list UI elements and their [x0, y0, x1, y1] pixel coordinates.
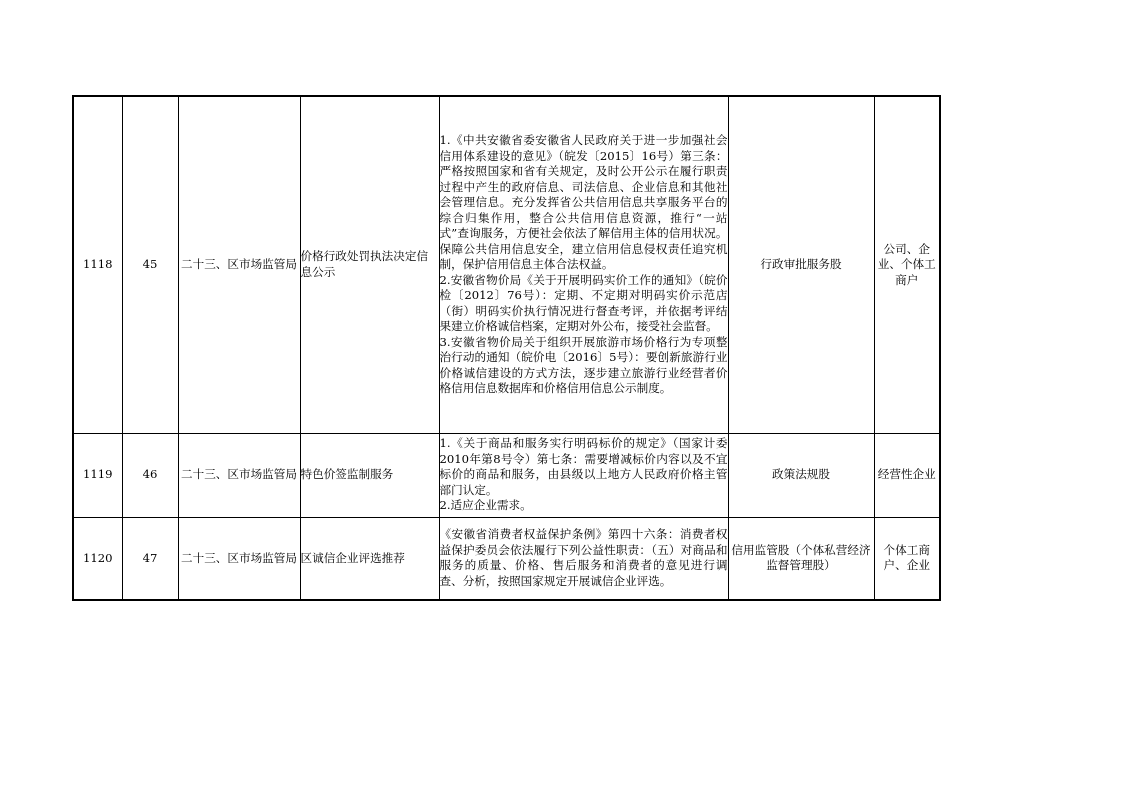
unit-cell: 政策法规股	[728, 433, 874, 517]
department-cell: 二十三、区市场监管局	[178, 517, 300, 600]
item-cell: 特色价签监制服务	[300, 433, 439, 517]
basis-paragraph: 1.《关于商品和服务实行明码标价的规定》（国家计委2010年第8号令）第七条：需要增减标价内容以及不宜标价的商品和服务，由县级以上地方人民政府价格主管部门认定。	[439, 436, 728, 497]
item-cell: 价格行政处罚执法决定信息公示	[300, 96, 439, 433]
sub-seq-cell: 47	[122, 517, 178, 600]
seq-cell: 1120	[73, 517, 122, 600]
basis-cell	[439, 433, 728, 517]
basis-paragraph: 1.《中共安徽省委安徽省人民政府关于进一步加强社会信用体系建设的意见》（皖发〔2015〕16号）第三条：严格按照国家和省有关规定，及时公开公示在履行职责过程中产生的政府信息、司法信息、企业信息和其他社会管理信息。充分发挥省公共信用信息共享服务平台的综合归集作用，整合公共信用信息资源，推行“一站式”查询服务，方便社会依法了解信用主体的信用状况。保障公共信用信息安全，建立信用信息侵权责任追究机制，保护信用信息主体合法权益。	[439, 133, 728, 271]
sub-seq-cell: 46	[122, 433, 178, 517]
unit-cell: 信用监管股（个体私营经济监督管理股）	[728, 517, 874, 600]
department-cell: 二十三、区市场监管局	[178, 433, 300, 517]
basis-cell	[439, 96, 728, 433]
unit-cell: 行政审批服务股	[728, 96, 874, 433]
target-cell: 公司、企业、个体工商户	[874, 96, 940, 433]
department-cell: 二十三、区市场监管局	[178, 96, 300, 433]
table-row	[73, 433, 940, 517]
basis-paragraph: 《安徽省消费者权益保护条例》第四十六条：消费者权益保护委员会依法履行下列公益性职责：（五）对商品和服务的质量、价格、售后服务和消费者的意见进行调查、分析，按照国家规定开展诚信企业评选。	[439, 527, 728, 588]
target-cell: 经营性企业	[874, 433, 940, 517]
basis-paragraph: 3.安徽省物价局关于组织开展旅游市场价格行为专项整治行动的通知（皖价电〔2016〕5号）：要创新旅游行业价格诚信建设的方式方法，逐步建立旅游行业经营者价格信用信息数据库和价格信用信息公示制度。	[439, 334, 728, 395]
policy-table	[72, 95, 941, 601]
sub-seq-cell: 45	[122, 96, 178, 433]
item-cell: 区诚信企业评选推荐	[300, 517, 439, 600]
seq-cell: 1119	[73, 433, 122, 517]
table-row	[73, 96, 940, 433]
basis-paragraph: 2.适应企业需求。	[439, 498, 532, 513]
basis-paragraph: 2.安徽省物价局《关于开展明码实价工作的通知》（皖价检〔2012〕76号）：定期、不定期对明码实价示范店（街）明码实价执行情况进行督查考评，并依据考评结果建立价格诚信档案，定期对外公布，接受社会监督。	[439, 272, 728, 333]
seq-cell: 1118	[73, 96, 122, 433]
table-row	[73, 517, 940, 600]
basis-cell	[439, 517, 728, 600]
target-cell: 个体工商户、企业	[874, 517, 940, 600]
